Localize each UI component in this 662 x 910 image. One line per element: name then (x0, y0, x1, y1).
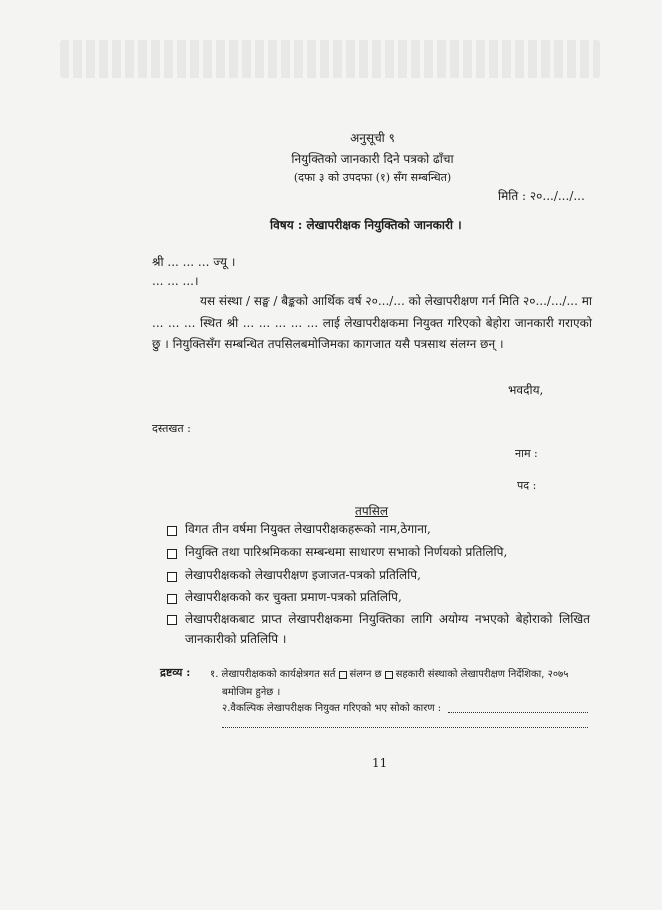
reason-field-line-2[interactable] (222, 727, 588, 728)
note-item-1-cont: बमोजिम हुनेछ । (222, 687, 281, 698)
annex-item: लेखापरीक्षकको कर चुक्ता प्रमाण-पत्रको प्रतिलिपि, (185, 590, 402, 604)
annex-item-checkbox[interactable] (167, 549, 177, 559)
name-label: नाम : (515, 447, 538, 460)
annex-number: अनुसूची ९ (350, 131, 395, 145)
bleed-through-text (60, 40, 600, 78)
date-line: मिति : २०.../.../... (498, 189, 585, 203)
note-item-1-text: १. लेखापरीक्षकको कार्यक्षेत्रगत सर्त (210, 669, 336, 680)
annex-item: विगत तीन वर्षमा नियुक्त लेखापरीक्षकहरूको नाम,ठेगाना, (185, 522, 431, 536)
form-title: नियुक्तिको जानकारी दिने पत्रको ढाँचा (291, 152, 454, 166)
annex-item: नियुक्ति तथा पारिश्रमिकका सम्बन्धमा साधारण सभाको निर्णयको प्रतिलिपि, (185, 545, 508, 559)
note-item-1-attached: संलग्न छ (349, 669, 382, 680)
post-label: पद : (517, 479, 537, 492)
page-number: 11 (372, 756, 388, 770)
closing: भवदीय, (508, 383, 544, 397)
note-item-1-guideline: सहकारी संस्थाको लेखापरीक्षण निर्देशिका, २०७५ (395, 669, 569, 680)
note-checkbox[interactable] (339, 671, 347, 679)
form-reference: (दफा ३ को उपदफा (१) सँग सम्बन्धित) (293, 171, 452, 184)
annex-item: लेखापरीक्षकबाट प्राप्त लेखापरीक्षकमा नियुक्तिका लागि अयोग्य नभएको बेहोराको लिखित जानकारीको प्रतिलिपि । (185, 612, 590, 646)
signature-label: दस्तखत : (152, 422, 191, 435)
annex-item-checkbox[interactable] (167, 572, 177, 582)
letter-body: यस संस्था / सङ्घ / बैङ्कको आर्थिक वर्ष २०.../... को लेखापरीक्षण गर्न मिति २०.../.../... मा ... ... ... स्थित श्री ... ... ... ... ... लाई लेखापरीक्षकमा नियुक्त गरिएको बेहोरा जानकारी गराएको छु । नियुक्तिसँग सम्बन्धित तपसिलबमोजिमका कागजात यसै पत्रसाथ संलग्न छन् । (152, 294, 592, 351)
addressee-address: ... ... ...। (152, 274, 199, 288)
addressee-name: श्री ... ... ... ज्यू । (152, 255, 236, 269)
annex-list-heading: तपसिल (355, 504, 389, 518)
annex-item-checkbox[interactable] (167, 615, 177, 625)
annex-item: लेखापरीक्षकको लेखापरीक्षण इजाजत-पत्रको प्रतिलिपि, (185, 568, 421, 582)
annex-item-checkbox[interactable] (167, 594, 177, 604)
annex-item-checkbox[interactable] (167, 526, 177, 536)
reason-field-line[interactable] (448, 712, 588, 713)
subject-line: विषय : लेखापरीक्षक नियुक्तिको जानकारी । (270, 218, 462, 232)
note-item-1 (210, 666, 568, 680)
note-item-2: २.वैकल्पिक लेखापरीक्षक नियुक्त गरिएको भए सोको कारण : (222, 703, 442, 714)
note-checkbox[interactable] (385, 671, 393, 679)
note-label: द्रष्टव्य : (160, 666, 191, 679)
